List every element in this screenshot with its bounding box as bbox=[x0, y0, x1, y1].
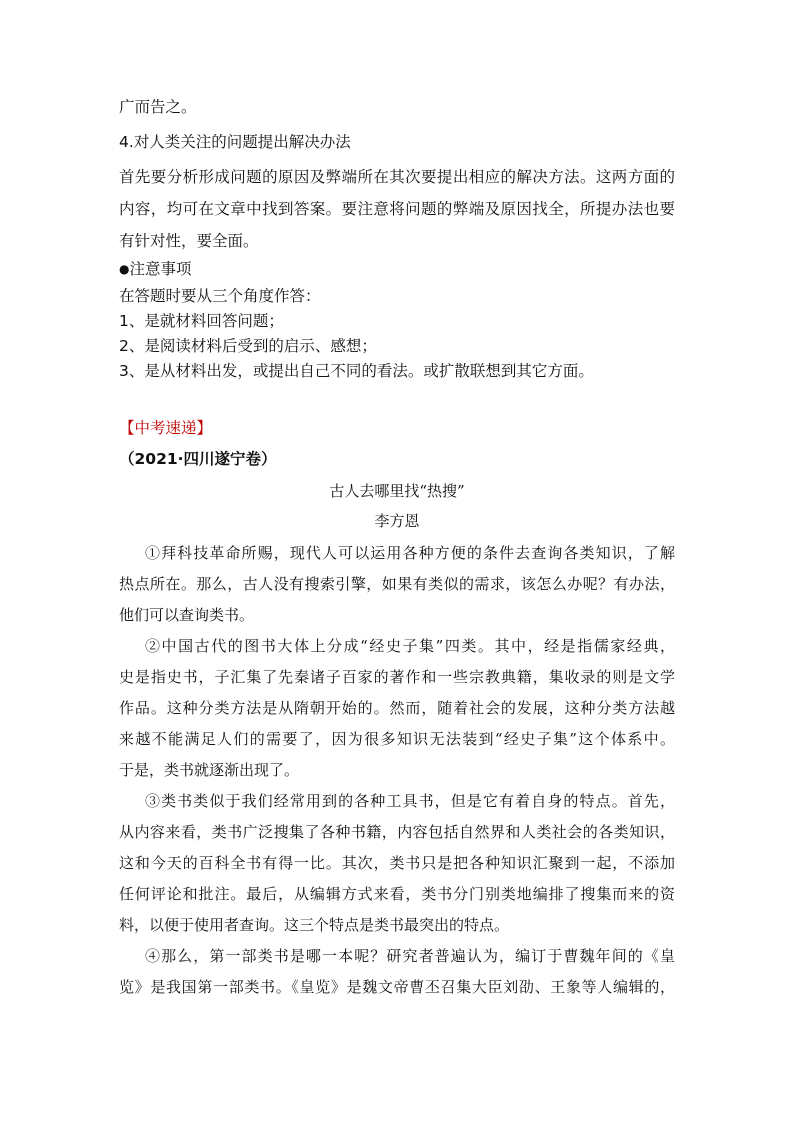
text-line: 广而告之。 bbox=[119, 98, 197, 116]
section-tag: 【中考速递】 bbox=[119, 419, 213, 437]
paragraph-line: 从内容来看，类书广泛搜集了各种书籍，内容包括自然界和人类社会的各类知识， bbox=[119, 823, 675, 841]
text-line: 有针对性，要全面。 bbox=[119, 232, 259, 250]
list-item: 3、是从材料出发，或提出自己不同的看法。或扩散联想到其它方面。 bbox=[119, 362, 594, 380]
paragraph-line: 史是指史书，子汇集了先秦诸子百家的著作和一些宗教典籍，集收录的则是文学 bbox=[119, 668, 675, 686]
article-author: 李方恩 bbox=[374, 512, 420, 530]
paragraph-line: 料，以便于使用者查询。这三个特点是类书最突出的特点。 bbox=[119, 916, 510, 934]
text-line: 在答题时要从三个角度作答： bbox=[119, 287, 321, 305]
paragraph-line: ②中国古代的图书大体上分成“经史子集”四类。其中，经是指儒家经典， bbox=[145, 637, 675, 655]
bullet-icon: ● bbox=[119, 262, 130, 276]
text-line: 内容，均可在文章中找到答案。要注意将问题的弊端及原因找全，所提办法也要 bbox=[119, 200, 675, 218]
paragraph-line: 于是，类书就逐渐出现了。 bbox=[119, 761, 300, 779]
exam-source: （2021·四川遂宁卷） bbox=[119, 450, 277, 468]
paragraph-line: 他们可以查询类书。 bbox=[119, 606, 255, 624]
paragraph-line: ①拜科技革命所赐，现代人可以运用各种方便的条件去查询各类知识，了解 bbox=[145, 544, 675, 562]
article-title: 古人去哪里找“热搜” bbox=[329, 482, 465, 500]
paragraph-line: 览》是我国第一部类书。《皇览》是魏文帝曹丕召集大臣刘劭、王象等人编辑的， bbox=[119, 978, 675, 996]
list-item: 1、是就材料回答问题； bbox=[119, 312, 284, 330]
paragraph-line: ③类书类似于我们经常用到的各种工具书，但是它有着自身的特点。首先， bbox=[145, 792, 675, 810]
notes-heading: ●注意事项 bbox=[119, 260, 192, 278]
text-line: 首先要分析形成问题的原因及弊端所在其次要提出相应的解决方法。这两方面的 bbox=[119, 168, 675, 186]
paragraph-line: 来越不能满足人们的需要了，因为很多知识无法装到“经史子集”这个体系中。 bbox=[119, 730, 675, 748]
paragraph-line: 任何评论和批注。最后，从编辑方式来看，类书分门别类地编排了搜集而来的资 bbox=[119, 885, 675, 903]
section-heading: 4.对人类关注的问题提出解决办法 bbox=[119, 133, 351, 151]
paragraph-line: ④那么，第一部类书是哪一本呢？研究者普遍认为，编订于曹魏年间的《皇 bbox=[145, 947, 675, 965]
paragraph-line: 这和今天的百科全书有得一比。其次，类书只是把各种知识汇聚到一起，不添加 bbox=[119, 854, 675, 872]
paragraph-line: 热点所在。那么，古人没有搜索引擎，如果有类似的需求，该怎么办呢？有办法， bbox=[119, 575, 675, 593]
paragraph-line: 作品。这种分类方法是从隋朝开始的。然而，随着社会的发展，这种分类方法越 bbox=[119, 699, 675, 717]
list-item: 2、是阅读材料后受到的启示、感想； bbox=[119, 337, 377, 355]
